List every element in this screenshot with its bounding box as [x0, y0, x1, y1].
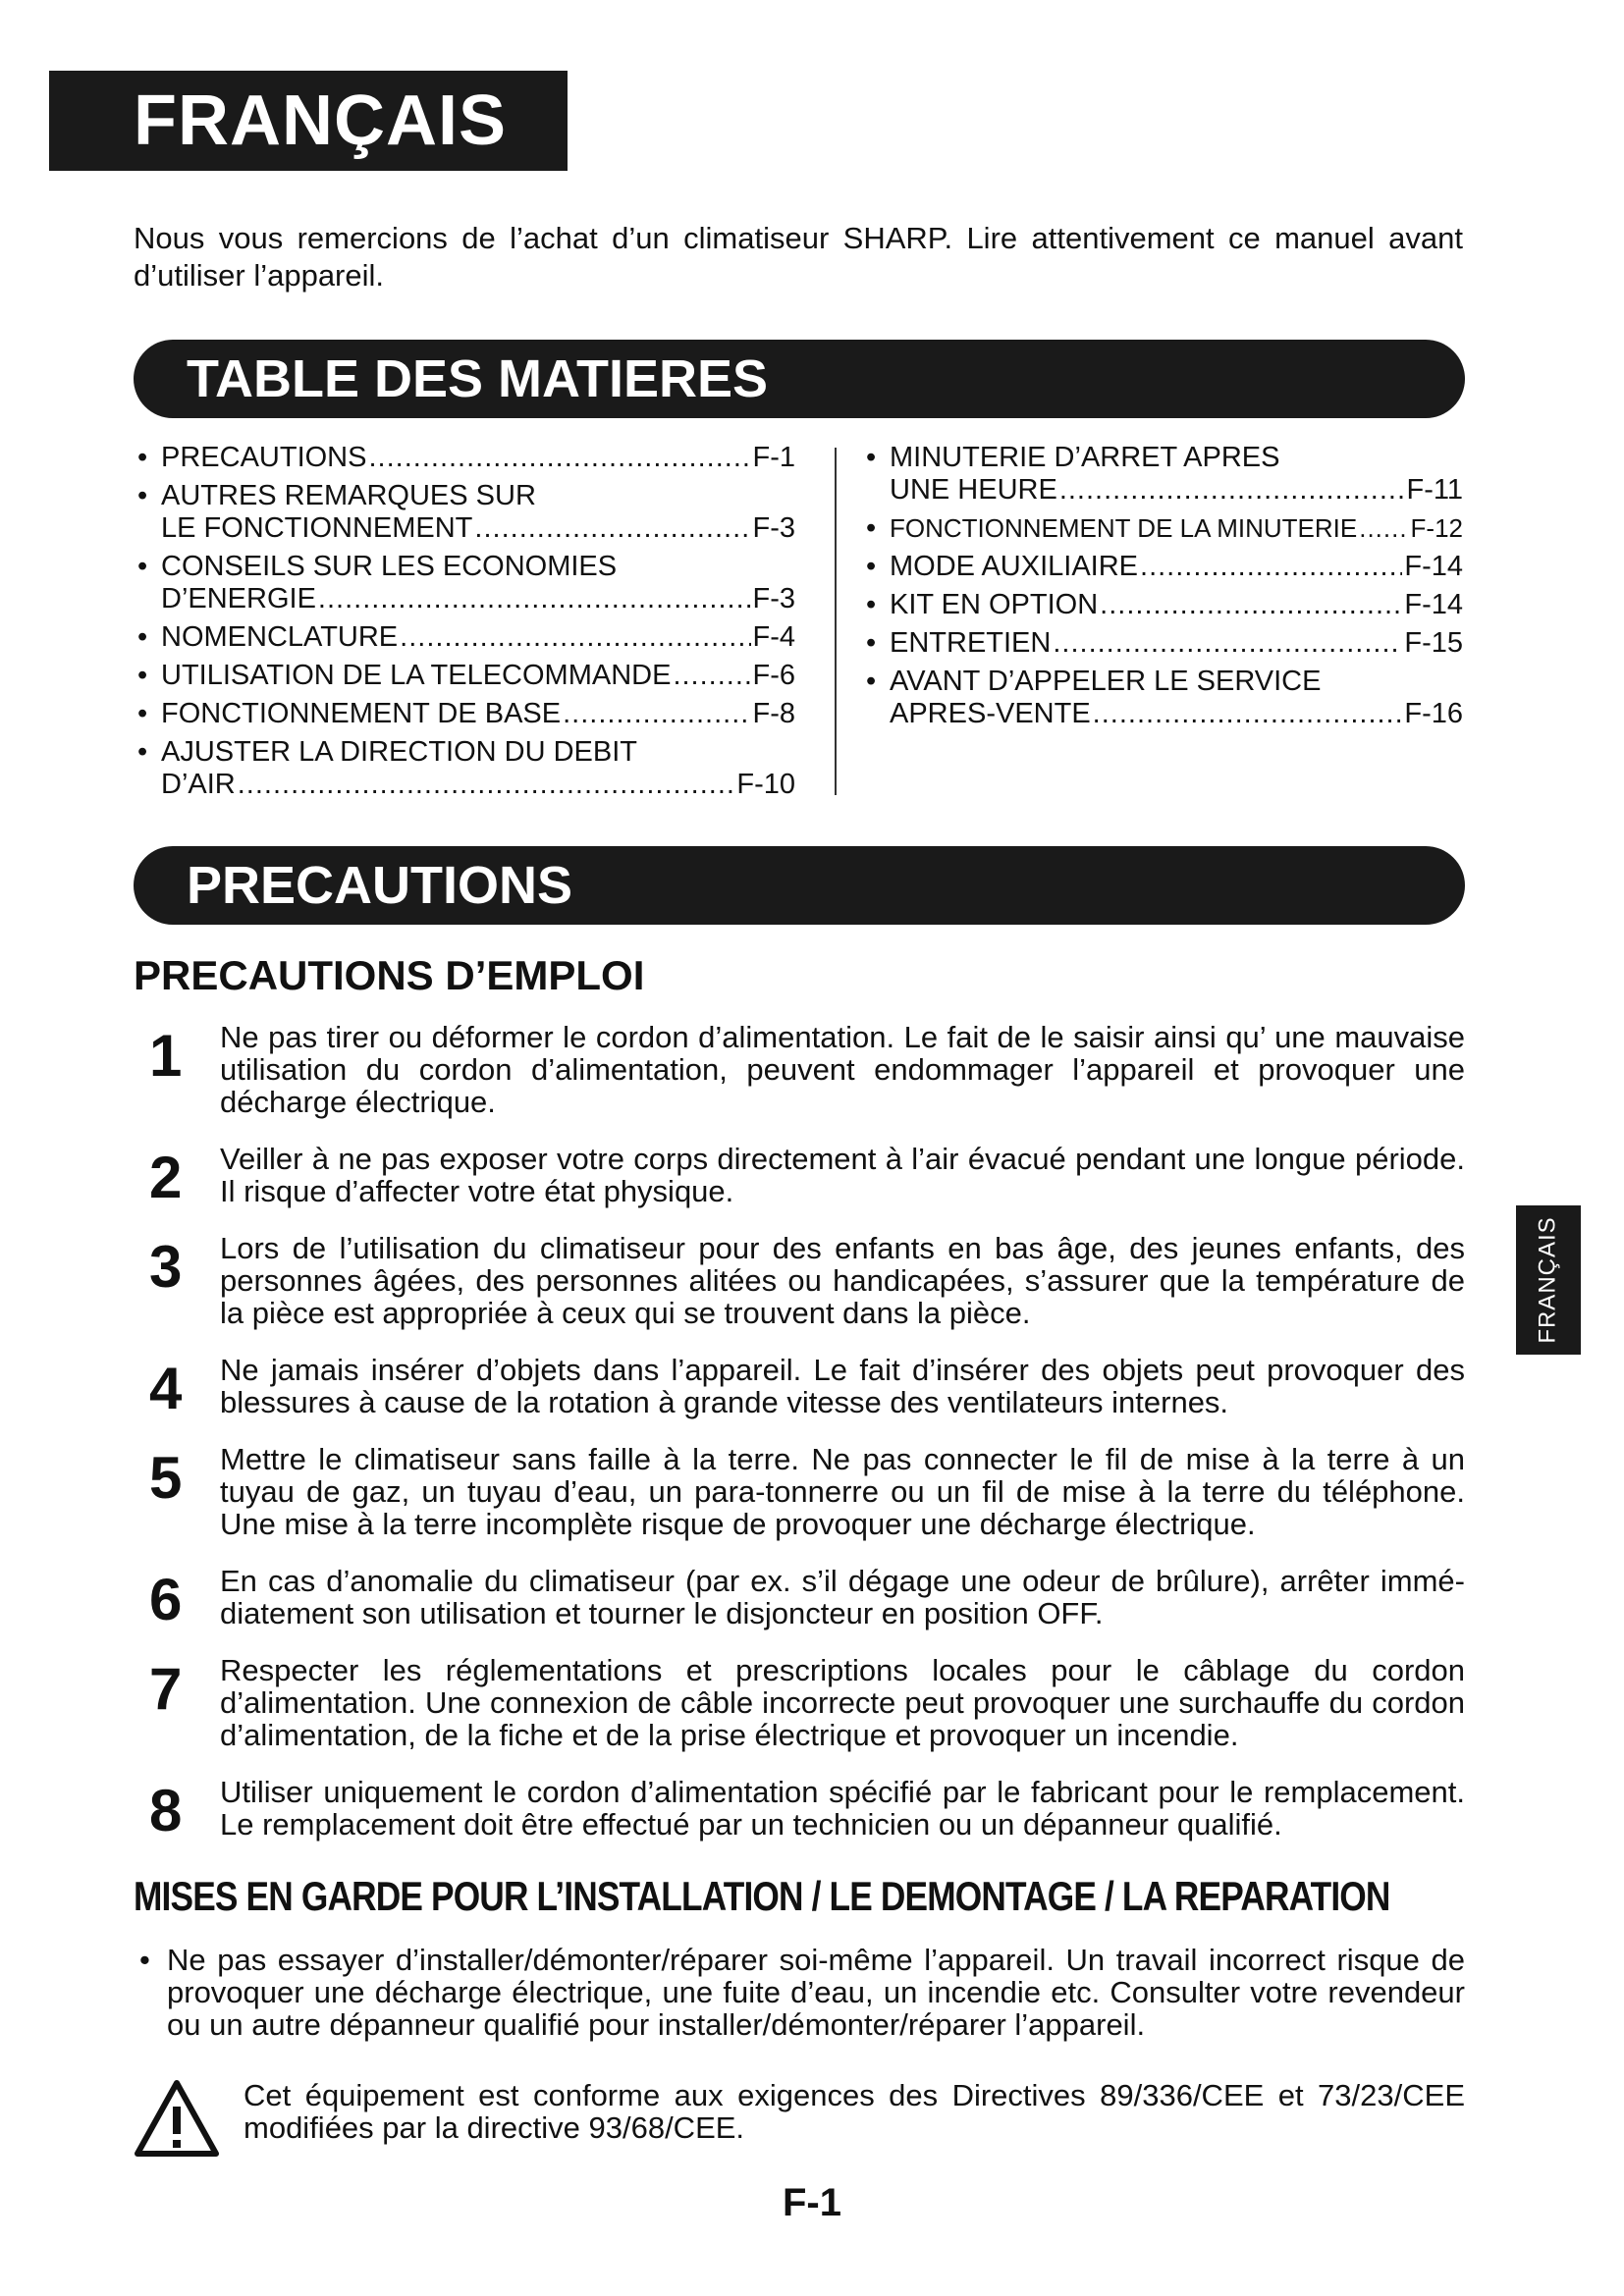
precaution-text: Ne jamais insérer d’objets dans l’appareil. Le fait d’insérer des objets peut provoquer des blessures à cause de la rotation à grande vitesse des ventilateurs internes. — [220, 1353, 1465, 1419]
toc-item-label: MINUTERIE D’ARRET APRES — [890, 442, 1280, 473]
precaution-text: Respecter les réglementations et prescriptions locales pour le câblage du cordon d’alimentation. Une connexion de câble incorrecte peut provoquer une surchauffe du cordon d’alimentation, de la fiche et de la prise électrique et provoquer un incendie. — [220, 1653, 1465, 1752]
precaution-item — [134, 1564, 1465, 1632]
directive-compliance-text: Cet équipement est conforme aux exigences des Directives 89/336/CEE et 73/23/CEE modifiées par la directive 93/68/CEE. — [244, 2078, 1465, 2145]
page-number: F-1 — [783, 2181, 841, 2224]
precaution-item — [134, 1021, 1465, 1118]
toc-item-label: • PRECAUTIONS — [161, 442, 367, 473]
toc-item — [134, 660, 795, 692]
toc-item-label: AJUSTER LA DIRECTION DU DEBIT — [161, 736, 638, 768]
toc-item-label: • FONCTIONNEMENT DE BASE — [161, 698, 562, 729]
toc-item-label: CONSEILS SUR LES ECONOMIES — [161, 551, 618, 582]
toc-item — [134, 621, 795, 654]
toc-item-label: LE FONCTIONNEMENT — [161, 512, 473, 544]
toc-item-label: AVANT D’APPELER LE SERVICE — [890, 666, 1322, 697]
toc-item-label: • MODE AUXILIAIRE — [890, 551, 1139, 582]
toc-item — [134, 551, 795, 615]
toc-item-label: UNE HEURE — [890, 474, 1057, 506]
intro-paragraph: Nous vous remercions de l’achat d’un climatiseur SHARP. Lire attentivement ce manuel avant d’utiliser l’appareil. — [134, 221, 1463, 293]
toc-item — [134, 480, 795, 545]
precaution-item — [134, 1654, 1465, 1751]
toc-item — [862, 442, 1463, 507]
language-header: FRANÇAIS — [49, 71, 568, 171]
toc-item-label: APRES-VENTE — [890, 698, 1091, 729]
toc-item-page: F-14 — [1404, 551, 1463, 582]
toc-item — [862, 627, 1463, 660]
toc-item — [862, 512, 1463, 545]
precaution-text: Utiliser uniquement le cordon d’alimentation spécifié par le fabricant pour le remplacement. Le remplacement doit être effectué par un technicien ou un dépanneur qualifié. — [220, 1775, 1465, 1842]
mises-en-garde-item: • Ne pas essayer d’installer/démonter/réparer soi-même l’appareil. Un travail incorrect risque de provoquer une décharge électrique, une fuite d’eau, un incendie etc. Consulter votre revendeur ou un autre dépanneur qualifié pour installer/démonter/réparer l’appareil. — [167, 1944, 1465, 2041]
precautions-emploi-heading: PRECAUTIONS D’EMPLOI — [134, 952, 645, 998]
mises-en-garde-heading: MISES EN GARDE POUR L’INSTALLATION / LE DEMONTAGE / LA REPARATION — [134, 1873, 1390, 1919]
toc-item-page: F-3 — [752, 512, 795, 544]
toc-leader-dots — [1140, 551, 1402, 583]
toc-leader-dots — [1359, 512, 1408, 545]
toc-item-page: F-12 — [1410, 513, 1463, 543]
toc-leader-dots — [1059, 474, 1405, 507]
precaution-number: 8 — [149, 1778, 183, 1843]
toc-item-page: F-6 — [752, 660, 795, 691]
precaution-item — [134, 1443, 1465, 1540]
toc-leader-dots — [238, 769, 735, 801]
toc-item-label: • UTILISATION DE LA TELECOMMANDE — [161, 660, 672, 691]
toc-left-column — [134, 442, 795, 807]
toc-item-label: • ENTRETIEN — [890, 627, 1052, 659]
toc-item — [862, 666, 1463, 730]
toc-item-page: F-15 — [1404, 627, 1463, 659]
precaution-number: 1 — [149, 1023, 183, 1089]
warning-triangle-icon — [134, 2079, 220, 2158]
toc-leader-dots — [318, 583, 751, 615]
toc-item — [134, 442, 795, 474]
toc-leader-dots — [1093, 698, 1403, 730]
toc-item-page: F-4 — [752, 621, 795, 653]
toc-item-label: • NOMENCLATURE — [161, 621, 399, 653]
side-tab-label: FRANÇAIS — [1535, 1216, 1562, 1344]
language-side-tab — [1516, 1205, 1581, 1355]
toc-item — [862, 589, 1463, 621]
toc-leader-dots — [1053, 627, 1402, 660]
precaution-text: En cas d’anomalie du climatiseur (par ex. s’il dégage une odeur de brûlure), arrêter immé-diatement son utilisation et tourner le disjoncteur en position OFF. — [220, 1564, 1465, 1630]
toc-item-page: F-1 — [752, 442, 795, 473]
precaution-number: 5 — [149, 1445, 183, 1511]
precaution-number: 7 — [149, 1656, 183, 1722]
precaution-text: Veiller à ne pas exposer votre corps directement à l’air évacué pendant une longue période. Il risque d’affecter votre état physique. — [220, 1142, 1465, 1208]
precaution-number: 6 — [149, 1567, 183, 1632]
toc-item-label: D’ENERGIE — [161, 583, 316, 614]
toc-item-label: • KIT EN OPTION — [890, 589, 1099, 620]
precaution-text: Mettre le climatiseur sans faille à la terre. Ne pas connecter le fil de mise à la terre à un tuyau de gaz, un tuyau d’eau, un para-tonnerre ou un fil de mise à la terre du téléphone. Une mise à la terre incomplète risque de provoquer une décharge électrique. — [220, 1442, 1465, 1541]
precaution-text: Ne pas tirer ou déformer le cordon d’alimentation. Le fait de le saisir ainsi qu’ une mauvaise utilisation du cordon d’alimentation, peuvent endommager l’appareil et provoquer une décharge électrique. — [220, 1020, 1465, 1119]
precaution-item — [134, 1353, 1465, 1421]
toc-item-label: D’AIR — [161, 769, 236, 800]
toc-leader-dots — [1100, 589, 1402, 621]
toc-item — [134, 736, 795, 801]
precaution-number: 3 — [149, 1234, 183, 1300]
toc-item-page: F-16 — [1404, 698, 1463, 729]
toc-item-label: AUTRES REMARQUES SUR — [161, 480, 536, 511]
toc-leader-dots — [474, 512, 750, 545]
precaution-number: 4 — [149, 1356, 183, 1421]
precaution-item — [134, 1232, 1465, 1329]
toc-item-label: • FONCTIONNEMENT DE LA MINUTERIE — [890, 513, 1358, 543]
toc-item-page: F-14 — [1404, 589, 1463, 620]
precautions-list — [134, 1021, 1465, 1865]
toc-leader-dots — [673, 660, 750, 692]
toc-item — [134, 698, 795, 730]
toc-divider — [835, 448, 837, 795]
toc-item-page: F-3 — [752, 583, 795, 614]
precaution-item — [134, 1142, 1465, 1210]
toc-item-page: F-11 — [1406, 474, 1463, 506]
toc-leader-dots — [563, 698, 750, 730]
toc-leader-dots — [368, 442, 750, 474]
precaution-number: 2 — [149, 1145, 183, 1210]
toc-leader-dots — [400, 621, 750, 654]
toc-item — [862, 551, 1463, 583]
toc-item-page: F-10 — [736, 769, 795, 800]
toc-right-column — [862, 442, 1463, 736]
toc-item-page: F-8 — [752, 698, 795, 729]
precautions-title-bar: PRECAUTIONS — [134, 846, 1465, 925]
precaution-text: Lors de l’utilisation du climatiseur pour des enfants en bas âge, des jeunes enfants, des personnes âgées, des personnes alitées ou handicapées, s’assurer que la température de la pièce est appropriée à ceux qui se trouvent dans la pièce. — [220, 1231, 1465, 1330]
toc-title-bar: TABLE DES MATIERES — [134, 340, 1465, 418]
precaution-item — [134, 1776, 1465, 1841]
